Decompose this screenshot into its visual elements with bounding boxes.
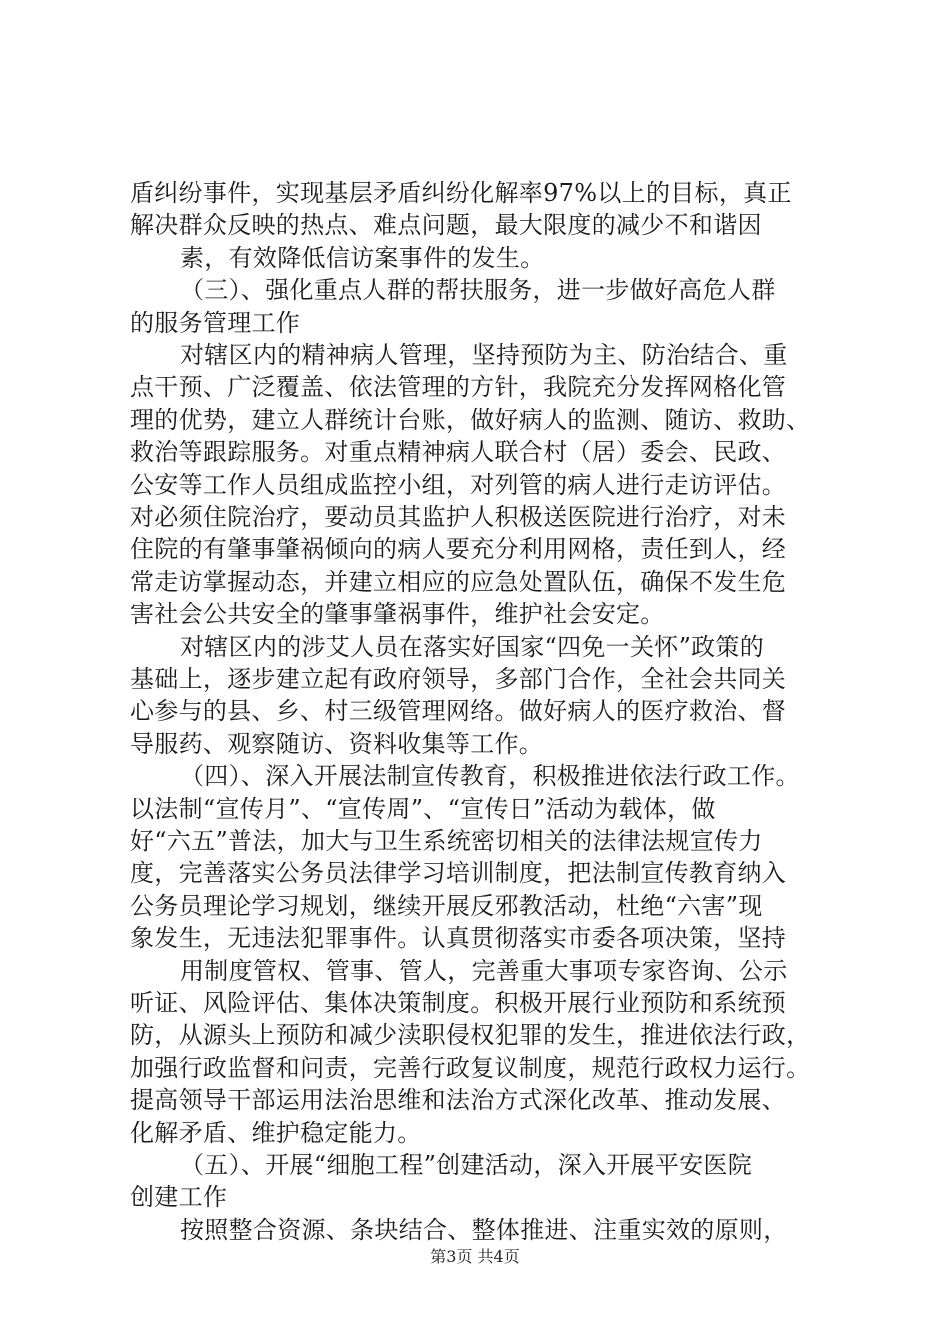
text-line: 解决群众反映的热点、难点问题，最大限度的减少不和谐因 bbox=[130, 211, 762, 240]
text-line: 理的优势，建立人群统计台账，做好病人的监测、随访、救助、 bbox=[130, 405, 811, 434]
text-line: 对必须住院治疗，要动员其监护人积极送医院进行治疗，对未 bbox=[130, 503, 787, 531]
text-line: 公务员理论学习规划，继续开展反邪教活动，杜绝“六害”现 bbox=[130, 891, 763, 920]
section-heading: （三）、强化重点人群的帮扶服务，进一步做好高危人群 bbox=[180, 276, 776, 305]
section-heading: 创建工作 bbox=[130, 1183, 228, 1212]
section-heading: （四）、深入开展法制宣传教育，积极推进依法行政工作。 bbox=[180, 762, 800, 791]
text-line: 对辖区内的涉艾人员在落实好国家“四免一关怀”政策的 bbox=[180, 632, 765, 661]
text-line: 防，从源头上预防和减少渎职侵权犯罪的发生，推进依法行政， bbox=[130, 1021, 811, 1050]
text-line: 按照整合资源、条块结合、整体推进、注重实效的原则， bbox=[180, 1215, 788, 1244]
text-line: 加强行政监督和问责，完善行政复议制度，规范行政权力运行。 bbox=[130, 1053, 811, 1082]
text-line: 以法制“宣传月”、“宣传周”、“宣传日”活动为载体，做 bbox=[130, 794, 716, 823]
text-line: 害社会公共安全的肇事肇祸事件，维护社会安定。 bbox=[130, 600, 665, 629]
text-line: 住院的有肇事肇祸倾向的病人要充分利用网格，责任到人，经 bbox=[130, 535, 787, 564]
text-line: 导服药、观察随访、资料收集等工作。 bbox=[130, 729, 544, 758]
text-line: 听证、风险评估、集体决策制度。积极开展行业预防和系统预 bbox=[130, 989, 787, 1017]
text-line: 度，完善落实公务员法律学习培训制度，把法制宣传教育纳入 bbox=[130, 859, 787, 888]
text-line: 基础上，逐步建立起有政府领导，多部门合作，全社会共同关 bbox=[130, 665, 787, 693]
text-line: 点干预、广泛覆盖、依法管理的方针，我院充分发挥网格化管 bbox=[130, 373, 787, 402]
text-line: 素，有效降低信访案事件的发生。 bbox=[180, 243, 545, 272]
text-line: 用制度管权、管事、管人，完善重大事项专家咨询、公示 bbox=[180, 956, 788, 985]
text-line: 对辖区内的精神病人管理，坚持预防为主、防治结合、重 bbox=[180, 341, 788, 369]
text-line: 提高领导干部运用法治思维和法治方式深化改革、推动发展、 bbox=[130, 1086, 787, 1115]
text-line: 救治等跟踪服务。对重点精神病人联合村（居）委会、民政、 bbox=[130, 438, 787, 467]
text-line: 心参与的县、乡、村三级管理网络。做好病人的医疗救治、督 bbox=[130, 697, 787, 726]
text-line: 好“六五”普法，加大与卫生系统密切相关的法律法规宣传力 bbox=[130, 827, 763, 855]
page-footer: 第3页 共4页 bbox=[430, 1247, 520, 1266]
text-line: 盾纠纷事件，实现基层矛盾纠纷化解率97%以上的目标，真正 bbox=[130, 179, 792, 207]
text-line: 常走访掌握动态，并建立相应的应急处置队伍，确保不发生危 bbox=[130, 567, 787, 596]
text-line: 象发生，无违法犯罪事件。认真贯彻落实市委各项决策，坚持 bbox=[130, 924, 787, 953]
section-heading: （五）、开展“细胞工程”创建活动，深入开展平安医院 bbox=[180, 1151, 753, 1179]
section-heading: 的服务管理工作 bbox=[130, 308, 301, 337]
text-line: 化解矛盾、维护稳定能力。 bbox=[130, 1118, 422, 1147]
text-line: 公安等工作人员组成监控小组，对列管的病人进行走访评估。 bbox=[130, 470, 787, 499]
